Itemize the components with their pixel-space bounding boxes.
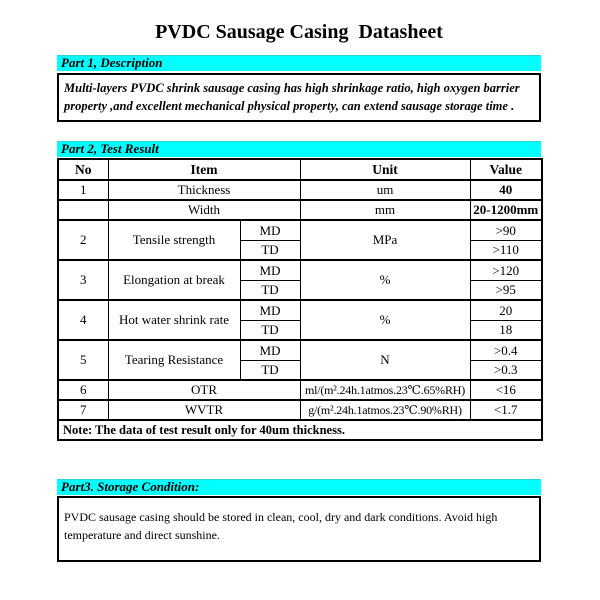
cell-shrink-md-label: MD xyxy=(240,300,300,320)
table-note-row xyxy=(58,420,542,440)
cell-otr-item: OTR xyxy=(108,380,300,400)
table-row xyxy=(58,200,542,220)
cell-tensile-item: Tensile strength xyxy=(108,220,240,260)
cell-shrink-item: Hot water shrink rate xyxy=(108,300,240,340)
test-result-table xyxy=(57,158,543,441)
cell-thickness-value: 40 xyxy=(470,180,542,200)
part2-section-header: Part 2, Test Result xyxy=(57,141,541,157)
cell-shrink-no: 4 xyxy=(58,300,108,340)
cell-shrink-md-value: 20 xyxy=(470,300,542,320)
cell-thickness-unit: um xyxy=(300,180,470,200)
cell-shrink-td-value: 18 xyxy=(470,320,542,340)
cell-elongation-td-label: TD xyxy=(240,280,300,300)
part3-section-header: Part3. Storage Condition: xyxy=(57,479,541,495)
part1-section-header: Part 1, Description xyxy=(57,55,541,71)
table-row xyxy=(58,300,542,320)
cell-thickness-item: Thickness xyxy=(108,180,300,200)
table-row xyxy=(58,380,542,400)
cell-width-item: Width xyxy=(108,200,300,220)
table-row xyxy=(58,180,542,200)
cell-wvtr-value: <1.7 xyxy=(470,400,542,420)
cell-tearing-no: 5 xyxy=(58,340,108,380)
cell-otr-unit: ml/(m².24h.1atmos.23℃.65%RH) xyxy=(300,380,470,400)
cell-tensile-md-label: MD xyxy=(240,220,300,240)
header-value: Value xyxy=(470,159,542,180)
cell-otr-value: <16 xyxy=(470,380,542,400)
cell-tensile-md-value: >90 xyxy=(470,220,542,240)
cell-tearing-md-label: MD xyxy=(240,340,300,360)
cell-width-unit: mm xyxy=(300,200,470,220)
cell-thickness-no: 1 xyxy=(58,180,108,200)
cell-tearing-td-value: >0.3 xyxy=(470,360,542,380)
table-note: Note: The data of test result only for 40um thickness. xyxy=(58,420,542,440)
cell-shrink-unit: % xyxy=(300,300,470,340)
cell-tensile-td-label: TD xyxy=(240,240,300,260)
cell-tearing-td-label: TD xyxy=(240,360,300,380)
cell-elongation-td-value: >95 xyxy=(470,280,542,300)
header-unit: Unit xyxy=(300,159,470,180)
cell-width-value: 20-1200mm xyxy=(470,200,542,220)
cell-width-no xyxy=(58,200,108,220)
part3-storage-box xyxy=(57,496,541,562)
cell-elongation-md-value: >120 xyxy=(470,260,542,280)
cell-shrink-td-label: TD xyxy=(240,320,300,340)
table-row xyxy=(58,340,542,360)
cell-elongation-no: 3 xyxy=(58,260,108,300)
cell-wvtr-no: 7 xyxy=(58,400,108,420)
cell-otr-no: 6 xyxy=(58,380,108,400)
header-item: Item xyxy=(108,159,300,180)
cell-elongation-item: Elongation at break xyxy=(108,260,240,300)
table-row xyxy=(58,220,542,240)
cell-tearing-unit: N xyxy=(300,340,470,380)
cell-tensile-unit: MPa xyxy=(300,220,470,260)
page-content xyxy=(57,0,541,562)
header-no: No xyxy=(58,159,108,180)
part1-description-text: Multi-layers PVDC shrink sausage casing has high shrinkage ratio, high oxygen barrier property ,and excellent mechanical physical property, can extend sausage storage time . xyxy=(64,81,520,114)
cell-tensile-td-value: >110 xyxy=(470,240,542,260)
cell-tensile-no: 2 xyxy=(58,220,108,260)
part1-description-box xyxy=(57,73,541,122)
cell-elongation-unit: % xyxy=(300,260,470,300)
cell-tearing-md-value: >0.4 xyxy=(470,340,542,360)
cell-wvtr-unit: g/(m².24h.1atmos.23℃.90%RH) xyxy=(300,400,470,420)
cell-tearing-item: Tearing Resistance xyxy=(108,340,240,380)
table-header-row xyxy=(58,159,542,180)
table-row xyxy=(58,400,542,420)
cell-elongation-md-label: MD xyxy=(240,260,300,280)
page-title: PVDC Sausage Casing Datasheet xyxy=(155,21,443,43)
cell-wvtr-item: WVTR xyxy=(108,400,300,420)
table-row xyxy=(58,260,542,280)
part3-storage-text: PVDC sausage casing should be stored in clean, cool, dry and dark conditions. Avoid high temperature and direct sunshine. xyxy=(64,510,498,543)
